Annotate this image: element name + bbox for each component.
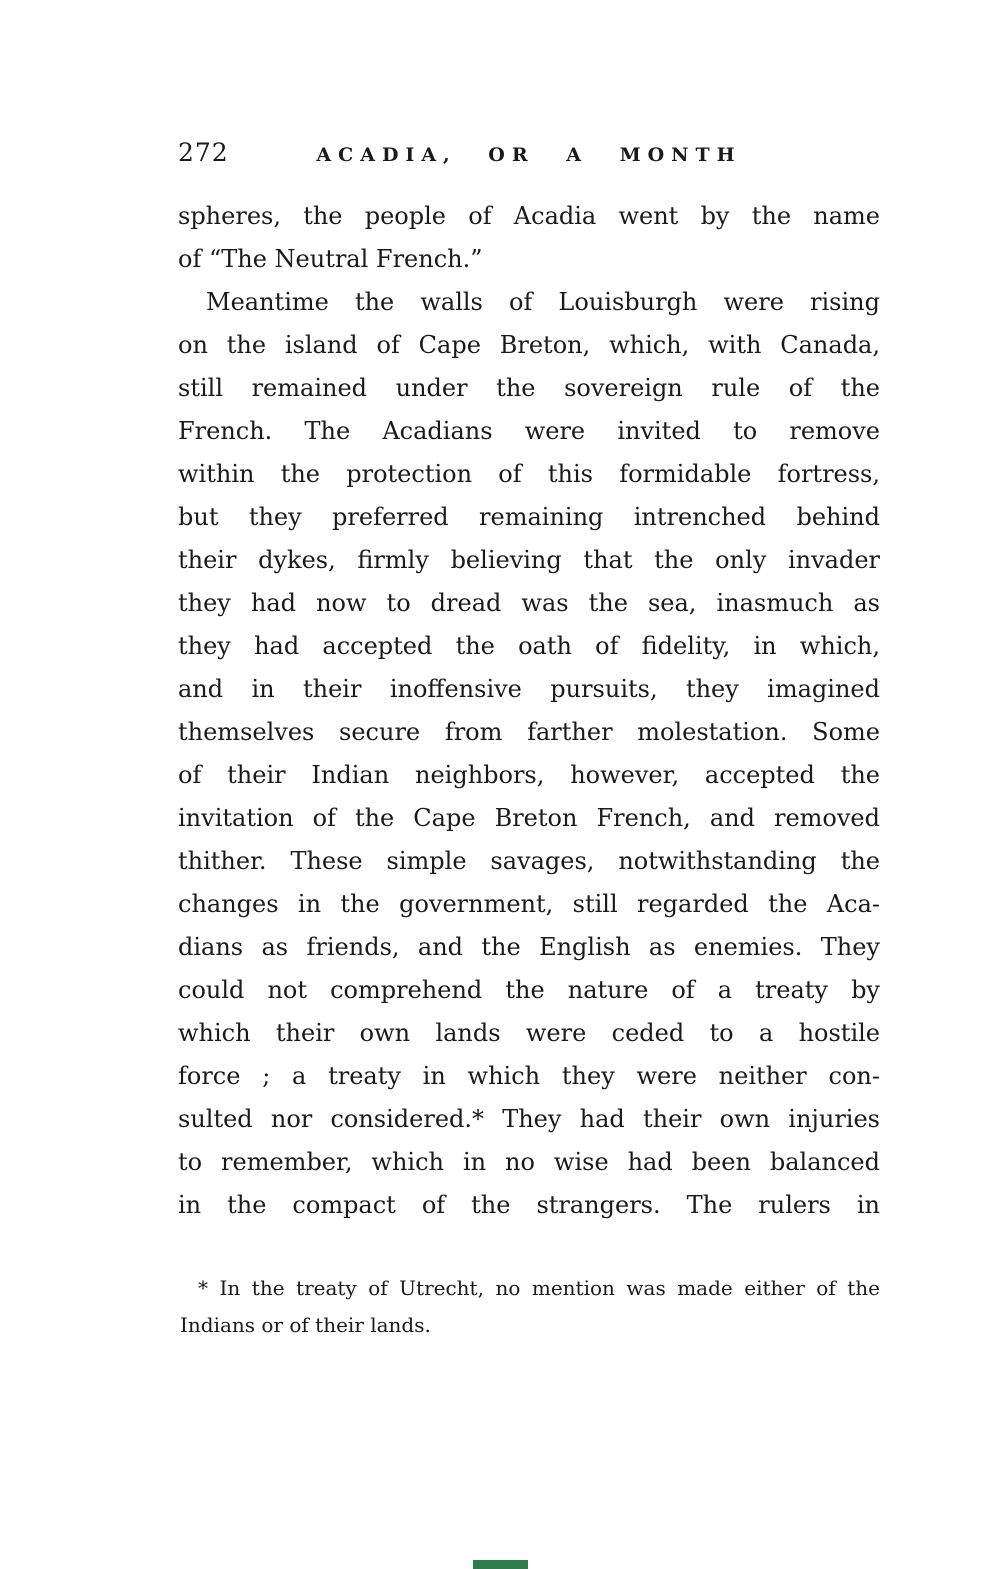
text-line: their dykes, firmly believing that the only invader [178,546,880,574]
text-line: sulted nor considered.* They had their own injuries [178,1105,880,1133]
text-line: could not comprehend the nature of a treaty by [178,976,880,1004]
text-line: and in their inoffensive pursuits, they imagined [178,675,880,703]
text-line: dians as friends, and the English as enemies. They [178,933,880,961]
footnote-line: * In the treaty of Utrecht, no mention was made either of the [198,1276,880,1300]
scan-artifact-bar [473,1560,528,1569]
text-line: Meantime the walls of Louisburgh were rising [206,288,880,316]
text-line: they had now to dread was the sea, inasmuch as [178,589,880,617]
text-line: which their own lands were ceded to a hostile [178,1019,880,1047]
text-line: invitation of the Cape Breton French, and removed [178,804,880,832]
text-line: of their Indian neighbors, however, accepted the [178,761,880,789]
footnote-line: Indians or of their lands. [180,1313,431,1337]
text-line: thither. These simple savages, notwithstanding the [178,847,880,875]
text-line: force ; a treaty in which they were neither con- [178,1062,880,1090]
text-line: of “The Neutral French.” [178,245,483,273]
text-line: changes in the government, still regarded the Aca- [178,890,880,918]
footnote [180,1270,880,1344]
text-line: French. The Acadians were invited to remove [178,417,880,445]
text-line: themselves secure from farther molestation. Some [178,718,880,746]
text-line: in the compact of the strangers. The rulers in [178,1191,880,1219]
text-line: spheres, the people of Acadia went by the name [178,202,880,230]
body-text [178,195,880,1227]
text-line: within the protection of this formidable fortress, [178,460,880,488]
text-line: to remember, which in no wise had been balanced [178,1148,880,1176]
text-line: they had accepted the oath of fidelity, in which, [178,632,880,660]
page-header [178,139,880,169]
text-line: but they preferred remaining intrenched behind [178,503,880,531]
text-line: still remained under the sovereign rule of the [178,374,880,402]
text-line: on the island of Cape Breton, which, with Canada, [178,331,880,359]
running-title: ACADIA, OR A MONTH [316,144,742,166]
page-number: 272 [178,138,229,167]
